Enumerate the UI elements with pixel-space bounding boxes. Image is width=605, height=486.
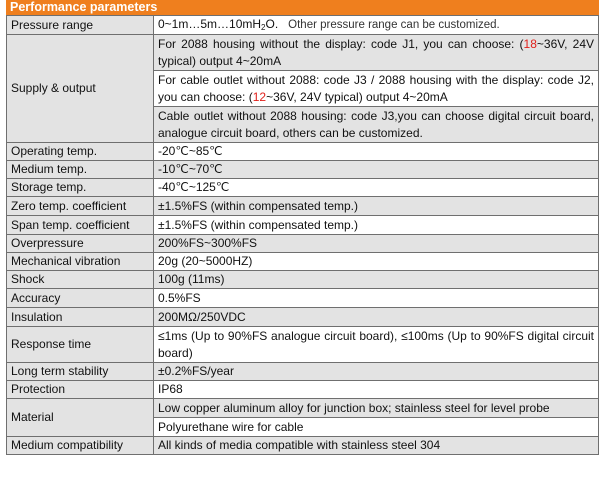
row-label: Material — [7, 399, 154, 437]
row-label: Zero temp. coefficient — [7, 197, 154, 216]
row-value: 0.5%FS — [154, 289, 599, 308]
row-value: IP68 — [154, 381, 599, 399]
row-label: Medium temp. — [7, 161, 154, 179]
table-row — [7, 437, 599, 455]
row-value: 20g (20~5000HZ) — [154, 253, 599, 271]
table-row — [7, 179, 599, 197]
table-row — [7, 363, 599, 381]
row-label: Response time — [7, 327, 154, 363]
row-label: Shock — [7, 271, 154, 289]
row-value: Low copper aluminum alloy for junction box; stainless steel for level probe — [154, 399, 599, 418]
table-row — [7, 289, 599, 308]
table-row — [7, 235, 599, 253]
table-row — [7, 16, 599, 35]
table-row — [7, 271, 599, 289]
pressure-range-tail: O. — [265, 17, 279, 31]
table-row — [7, 327, 599, 363]
row-value: ≤1ms (Up to 90%FS analogue circuit board), ≤100ms (Up to 90%FS digital circuit board) — [154, 327, 599, 363]
performance-parameters-section — [6, 0, 599, 455]
row-value: 200%FS~300%FS — [154, 235, 599, 253]
row-value: ±0.2%FS/year — [154, 363, 599, 381]
table-row — [7, 308, 599, 327]
row-value — [154, 16, 599, 35]
pressure-range-note: Other pressure range can be customized. — [288, 19, 500, 31]
row-label: Operating temp. — [7, 143, 154, 161]
supply-j2: For cable outlet without 2088: code J3 / 2088 housing with the display: code J2, you can choose: (12~36V, 24V typical) output 4~20mA — [154, 71, 599, 107]
row-value: -10℃~70℃ — [154, 161, 599, 179]
row-label: Accuracy — [7, 289, 154, 308]
row-value: -40℃~125℃ — [154, 179, 599, 197]
row-label: Span temp. coefficient — [7, 216, 154, 235]
row-label: Supply & output — [7, 35, 154, 143]
row-value: ±1.5%FS (within compensated temp.) — [154, 197, 599, 216]
row-label: Long term stability — [7, 363, 154, 381]
row-label: Overpressure — [7, 235, 154, 253]
table-row — [7, 399, 599, 418]
table-row — [7, 197, 599, 216]
row-label: Storage temp. — [7, 179, 154, 197]
row-label: Protection — [7, 381, 154, 399]
table-row — [7, 216, 599, 235]
row-value: All kinds of media compatible with stainless steel 304 — [154, 437, 599, 455]
table-row — [7, 161, 599, 179]
row-value: 100g (11ms) — [154, 271, 599, 289]
row-value: 200MΩ/250VDC — [154, 308, 599, 327]
row-value: ±1.5%FS (within compensated temp.) — [154, 216, 599, 235]
parameters-table — [6, 15, 599, 455]
row-value: Polyurethane wire for cable — [154, 418, 599, 437]
section-header: Performance parameters — [6, 0, 599, 15]
table-row — [7, 143, 599, 161]
row-label: Medium compatibility — [7, 437, 154, 455]
row-label: Pressure range — [7, 16, 154, 35]
row-label: Insulation — [7, 308, 154, 327]
subscript-2: 2 — [261, 23, 266, 32]
supply-j3: Cable outlet without 2088 housing: code J3,you can choose digital circuit board, analogue circuit board, others can be customized. — [154, 107, 599, 143]
row-value: -20℃~85℃ — [154, 143, 599, 161]
pressure-range-value: 0~1m…5m…10mH — [158, 17, 262, 31]
row-label: Mechanical vibration — [7, 253, 154, 271]
table-row — [7, 381, 599, 399]
table-row — [7, 253, 599, 271]
table-row — [7, 35, 599, 71]
supply-j1: For 2088 housing without the display: code J1, you can choose: (18~36V, 24V typical) output 4~20mA — [154, 35, 599, 71]
